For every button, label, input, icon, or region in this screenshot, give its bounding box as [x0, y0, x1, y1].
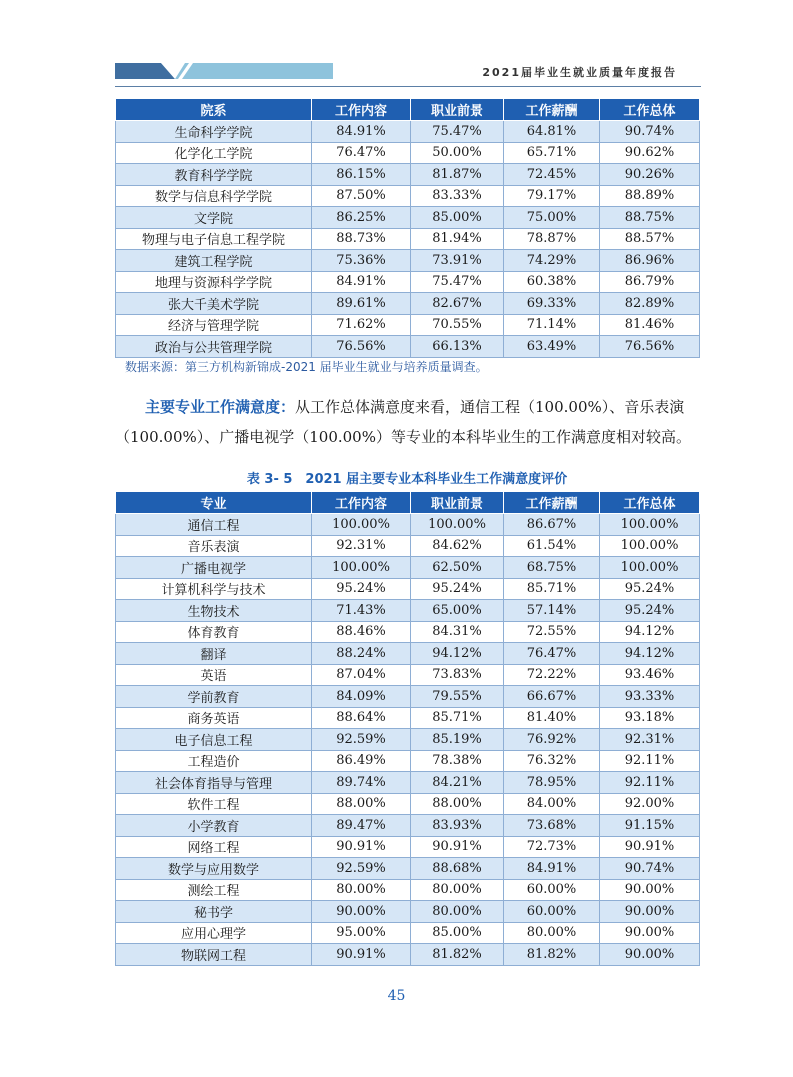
table-row	[116, 557, 700, 579]
column-header: 职业前景	[411, 99, 504, 121]
value-cell: 72.55%	[504, 621, 600, 643]
value-cell: 68.75%	[504, 557, 600, 579]
table-row	[116, 164, 700, 186]
row-label-cell: 英语	[116, 664, 312, 686]
value-cell: 88.89%	[600, 185, 700, 207]
row-label-cell: 软件工程	[116, 793, 312, 815]
value-cell: 79.17%	[504, 185, 600, 207]
value-cell: 90.91%	[312, 836, 411, 858]
value-cell: 86.96%	[600, 250, 700, 272]
value-cell: 94.12%	[411, 643, 504, 665]
table-row	[116, 664, 700, 686]
column-header: 工作总体	[600, 492, 700, 514]
value-cell: 81.82%	[504, 944, 600, 966]
value-cell: 92.59%	[312, 858, 411, 880]
value-cell: 84.91%	[504, 858, 600, 880]
value-cell: 90.26%	[600, 164, 700, 186]
value-cell: 95.24%	[411, 578, 504, 600]
row-label-cell: 通信工程	[116, 514, 312, 536]
row-label-cell: 音乐表演	[116, 535, 312, 557]
table-row	[116, 944, 700, 966]
value-cell: 76.92%	[504, 729, 600, 751]
row-label-cell: 体育教育	[116, 621, 312, 643]
value-cell: 71.43%	[312, 600, 411, 622]
value-cell: 82.67%	[411, 293, 504, 315]
value-cell: 89.47%	[312, 815, 411, 837]
value-cell: 89.74%	[312, 772, 411, 794]
table-row	[116, 858, 700, 880]
value-cell: 78.87%	[504, 228, 600, 250]
row-label-cell: 电子信息工程	[116, 729, 312, 751]
value-cell: 88.00%	[312, 793, 411, 815]
row-label-cell: 经济与管理学院	[116, 314, 312, 336]
row-label-cell: 生物技术	[116, 600, 312, 622]
table-row	[116, 336, 700, 358]
header-rule	[115, 86, 701, 87]
value-cell: 88.00%	[411, 793, 504, 815]
value-cell: 84.21%	[411, 772, 504, 794]
value-cell: 88.46%	[312, 621, 411, 643]
row-label-cell: 物理与电子信息工程学院	[116, 228, 312, 250]
table-row	[116, 621, 700, 643]
paragraph-text: 从工作总体满意度来看，通信工程（100.00%）、音乐表演（100.00%）、广播电视学（100.00%）等专业的本科毕业生的工作满意度相对较高。	[115, 398, 691, 446]
value-cell: 88.68%	[411, 858, 504, 880]
value-cell: 90.62%	[600, 142, 700, 164]
value-cell: 72.22%	[504, 664, 600, 686]
value-cell: 78.38%	[411, 750, 504, 772]
value-cell: 86.15%	[312, 164, 411, 186]
column-header: 工作总体	[600, 99, 700, 121]
value-cell: 84.31%	[411, 621, 504, 643]
value-cell: 65.71%	[504, 142, 600, 164]
table-row	[116, 185, 700, 207]
value-cell: 76.47%	[312, 142, 411, 164]
value-cell: 66.13%	[411, 336, 504, 358]
row-label-cell: 地理与资源科学学院	[116, 271, 312, 293]
value-cell: 85.71%	[411, 707, 504, 729]
value-cell: 87.50%	[312, 185, 411, 207]
value-cell: 79.55%	[411, 686, 504, 708]
value-cell: 86.79%	[600, 271, 700, 293]
value-cell: 94.12%	[600, 621, 700, 643]
table-row	[116, 707, 700, 729]
table-row	[116, 271, 700, 293]
value-cell: 73.83%	[411, 664, 504, 686]
value-cell: 90.74%	[600, 858, 700, 880]
value-cell: 89.61%	[312, 293, 411, 315]
row-label-cell: 文学院	[116, 207, 312, 229]
table-row	[116, 750, 700, 772]
table-row	[116, 228, 700, 250]
value-cell: 75.00%	[504, 207, 600, 229]
value-cell: 88.24%	[312, 643, 411, 665]
value-cell: 95.24%	[312, 578, 411, 600]
value-cell: 74.29%	[504, 250, 600, 272]
row-label-cell: 建筑工程学院	[116, 250, 312, 272]
value-cell: 82.89%	[600, 293, 700, 315]
value-cell: 72.45%	[504, 164, 600, 186]
table-row	[116, 250, 700, 272]
value-cell: 93.18%	[600, 707, 700, 729]
row-label-cell: 教育科学学院	[116, 164, 312, 186]
value-cell: 80.00%	[312, 879, 411, 901]
value-cell: 100.00%	[312, 557, 411, 579]
value-cell: 57.14%	[504, 600, 600, 622]
table-row	[116, 643, 700, 665]
value-cell: 88.73%	[312, 228, 411, 250]
value-cell: 90.00%	[600, 901, 700, 923]
paragraph-lead: 主要专业工作满意度：	[145, 398, 296, 416]
row-label-cell: 翻译	[116, 643, 312, 665]
table-row	[116, 535, 700, 557]
column-header: 专业	[116, 492, 312, 514]
table-row	[116, 514, 700, 536]
value-cell: 90.00%	[600, 922, 700, 944]
row-label-cell: 学前教育	[116, 686, 312, 708]
row-label-cell: 秘书学	[116, 901, 312, 923]
report-header-title: 2021届毕业生就业质量年度报告	[482, 66, 677, 79]
value-cell: 61.54%	[504, 535, 600, 557]
value-cell: 100.00%	[600, 514, 700, 536]
value-cell: 92.00%	[600, 793, 700, 815]
data-source-note: 数据来源：第三方机构新锦成-2021 届毕业生就业与培养质量调查。	[125, 360, 488, 374]
row-label-cell: 数学与信息科学学院	[116, 185, 312, 207]
value-cell: 50.00%	[411, 142, 504, 164]
value-cell: 75.47%	[411, 121, 504, 143]
value-cell: 81.46%	[600, 314, 700, 336]
value-cell: 88.57%	[600, 228, 700, 250]
value-cell: 60.00%	[504, 879, 600, 901]
value-cell: 90.91%	[312, 944, 411, 966]
table-row	[116, 729, 700, 751]
column-header: 职业前景	[411, 492, 504, 514]
table-row	[116, 772, 700, 794]
table-row	[116, 142, 700, 164]
row-label-cell: 测绘工程	[116, 879, 312, 901]
row-label-cell: 物联网工程	[116, 944, 312, 966]
table-row	[116, 922, 700, 944]
column-header: 工作薪酬	[504, 492, 600, 514]
value-cell: 90.74%	[600, 121, 700, 143]
row-label-cell: 商务英语	[116, 707, 312, 729]
column-header: 院系	[116, 99, 312, 121]
value-cell: 72.73%	[504, 836, 600, 858]
value-cell: 95.00%	[312, 922, 411, 944]
value-cell: 64.81%	[504, 121, 600, 143]
table-header-row	[116, 492, 700, 514]
value-cell: 84.09%	[312, 686, 411, 708]
table-row	[116, 293, 700, 315]
value-cell: 93.46%	[600, 664, 700, 686]
column-header: 工作内容	[312, 99, 411, 121]
value-cell: 73.91%	[411, 250, 504, 272]
value-cell: 92.31%	[600, 729, 700, 751]
value-cell: 84.00%	[504, 793, 600, 815]
value-cell: 81.82%	[411, 944, 504, 966]
value-cell: 86.25%	[312, 207, 411, 229]
value-cell: 80.00%	[411, 901, 504, 923]
value-cell: 81.40%	[504, 707, 600, 729]
row-label-cell: 小学教育	[116, 815, 312, 837]
table-row	[116, 600, 700, 622]
value-cell: 76.56%	[600, 336, 700, 358]
row-label-cell: 化学化工学院	[116, 142, 312, 164]
header-decoration-band	[115, 63, 333, 79]
value-cell: 100.00%	[600, 557, 700, 579]
value-cell: 85.00%	[411, 922, 504, 944]
value-cell: 84.91%	[312, 121, 411, 143]
value-cell: 60.38%	[504, 271, 600, 293]
value-cell: 86.49%	[312, 750, 411, 772]
row-label-cell: 数学与应用数学	[116, 858, 312, 880]
value-cell: 65.00%	[411, 600, 504, 622]
value-cell: 91.15%	[600, 815, 700, 837]
value-cell: 66.67%	[504, 686, 600, 708]
value-cell: 88.64%	[312, 707, 411, 729]
value-cell: 93.33%	[600, 686, 700, 708]
value-cell: 100.00%	[312, 514, 411, 536]
table-caption: 表 3- 5 2021 届主要专业本科毕业生工作满意度评价	[246, 472, 568, 487]
value-cell: 71.62%	[312, 314, 411, 336]
table-row	[116, 836, 700, 858]
row-label-cell: 工程造价	[116, 750, 312, 772]
value-cell: 73.68%	[504, 815, 600, 837]
value-cell: 95.24%	[600, 600, 700, 622]
value-cell: 90.00%	[600, 944, 700, 966]
table-row	[116, 207, 700, 229]
row-label-cell: 社会体育指导与管理	[116, 772, 312, 794]
table-row	[116, 901, 700, 923]
row-label-cell: 广播电视学	[116, 557, 312, 579]
value-cell: 85.71%	[504, 578, 600, 600]
value-cell: 80.00%	[411, 879, 504, 901]
table-row	[116, 793, 700, 815]
value-cell: 100.00%	[600, 535, 700, 557]
value-cell: 75.36%	[312, 250, 411, 272]
value-cell: 78.95%	[504, 772, 600, 794]
value-cell: 84.91%	[312, 271, 411, 293]
value-cell: 62.50%	[411, 557, 504, 579]
value-cell: 92.11%	[600, 772, 700, 794]
college-satisfaction-table	[115, 98, 700, 358]
table-row	[116, 815, 700, 837]
column-header: 工作内容	[312, 492, 411, 514]
value-cell: 90.00%	[312, 901, 411, 923]
major-satisfaction-paragraph	[115, 392, 699, 452]
table-header-row	[116, 99, 700, 121]
value-cell: 76.47%	[504, 643, 600, 665]
row-label-cell: 应用心理学	[116, 922, 312, 944]
row-label-cell: 张大千美术学院	[116, 293, 312, 315]
row-label-cell: 网络工程	[116, 836, 312, 858]
value-cell: 90.91%	[600, 836, 700, 858]
row-label-cell: 政治与公共管理学院	[116, 336, 312, 358]
value-cell: 75.47%	[411, 271, 504, 293]
value-cell: 76.32%	[504, 750, 600, 772]
value-cell: 70.55%	[411, 314, 504, 336]
row-label-cell: 计算机科学与技术	[116, 578, 312, 600]
value-cell: 90.00%	[600, 879, 700, 901]
table-row	[116, 314, 700, 336]
value-cell: 94.12%	[600, 643, 700, 665]
value-cell: 80.00%	[504, 922, 600, 944]
page-number: 45	[387, 988, 406, 1004]
value-cell: 85.00%	[411, 207, 504, 229]
value-cell: 88.75%	[600, 207, 700, 229]
value-cell: 95.24%	[600, 578, 700, 600]
value-cell: 85.19%	[411, 729, 504, 751]
table-row	[116, 686, 700, 708]
value-cell: 83.93%	[411, 815, 504, 837]
value-cell: 76.56%	[312, 336, 411, 358]
value-cell: 92.11%	[600, 750, 700, 772]
value-cell: 63.49%	[504, 336, 600, 358]
value-cell: 92.31%	[312, 535, 411, 557]
column-header: 工作薪酬	[504, 99, 600, 121]
major-satisfaction-table	[115, 491, 700, 966]
table-row	[116, 578, 700, 600]
value-cell: 87.04%	[312, 664, 411, 686]
value-cell: 92.59%	[312, 729, 411, 751]
value-cell: 69.33%	[504, 293, 600, 315]
value-cell: 81.87%	[411, 164, 504, 186]
value-cell: 83.33%	[411, 185, 504, 207]
value-cell: 86.67%	[504, 514, 600, 536]
value-cell: 71.14%	[504, 314, 600, 336]
table-row	[116, 879, 700, 901]
table-row	[116, 121, 700, 143]
row-label-cell: 生命科学学院	[116, 121, 312, 143]
value-cell: 100.00%	[411, 514, 504, 536]
value-cell: 60.00%	[504, 901, 600, 923]
value-cell: 81.94%	[411, 228, 504, 250]
value-cell: 90.91%	[411, 836, 504, 858]
value-cell: 84.62%	[411, 535, 504, 557]
